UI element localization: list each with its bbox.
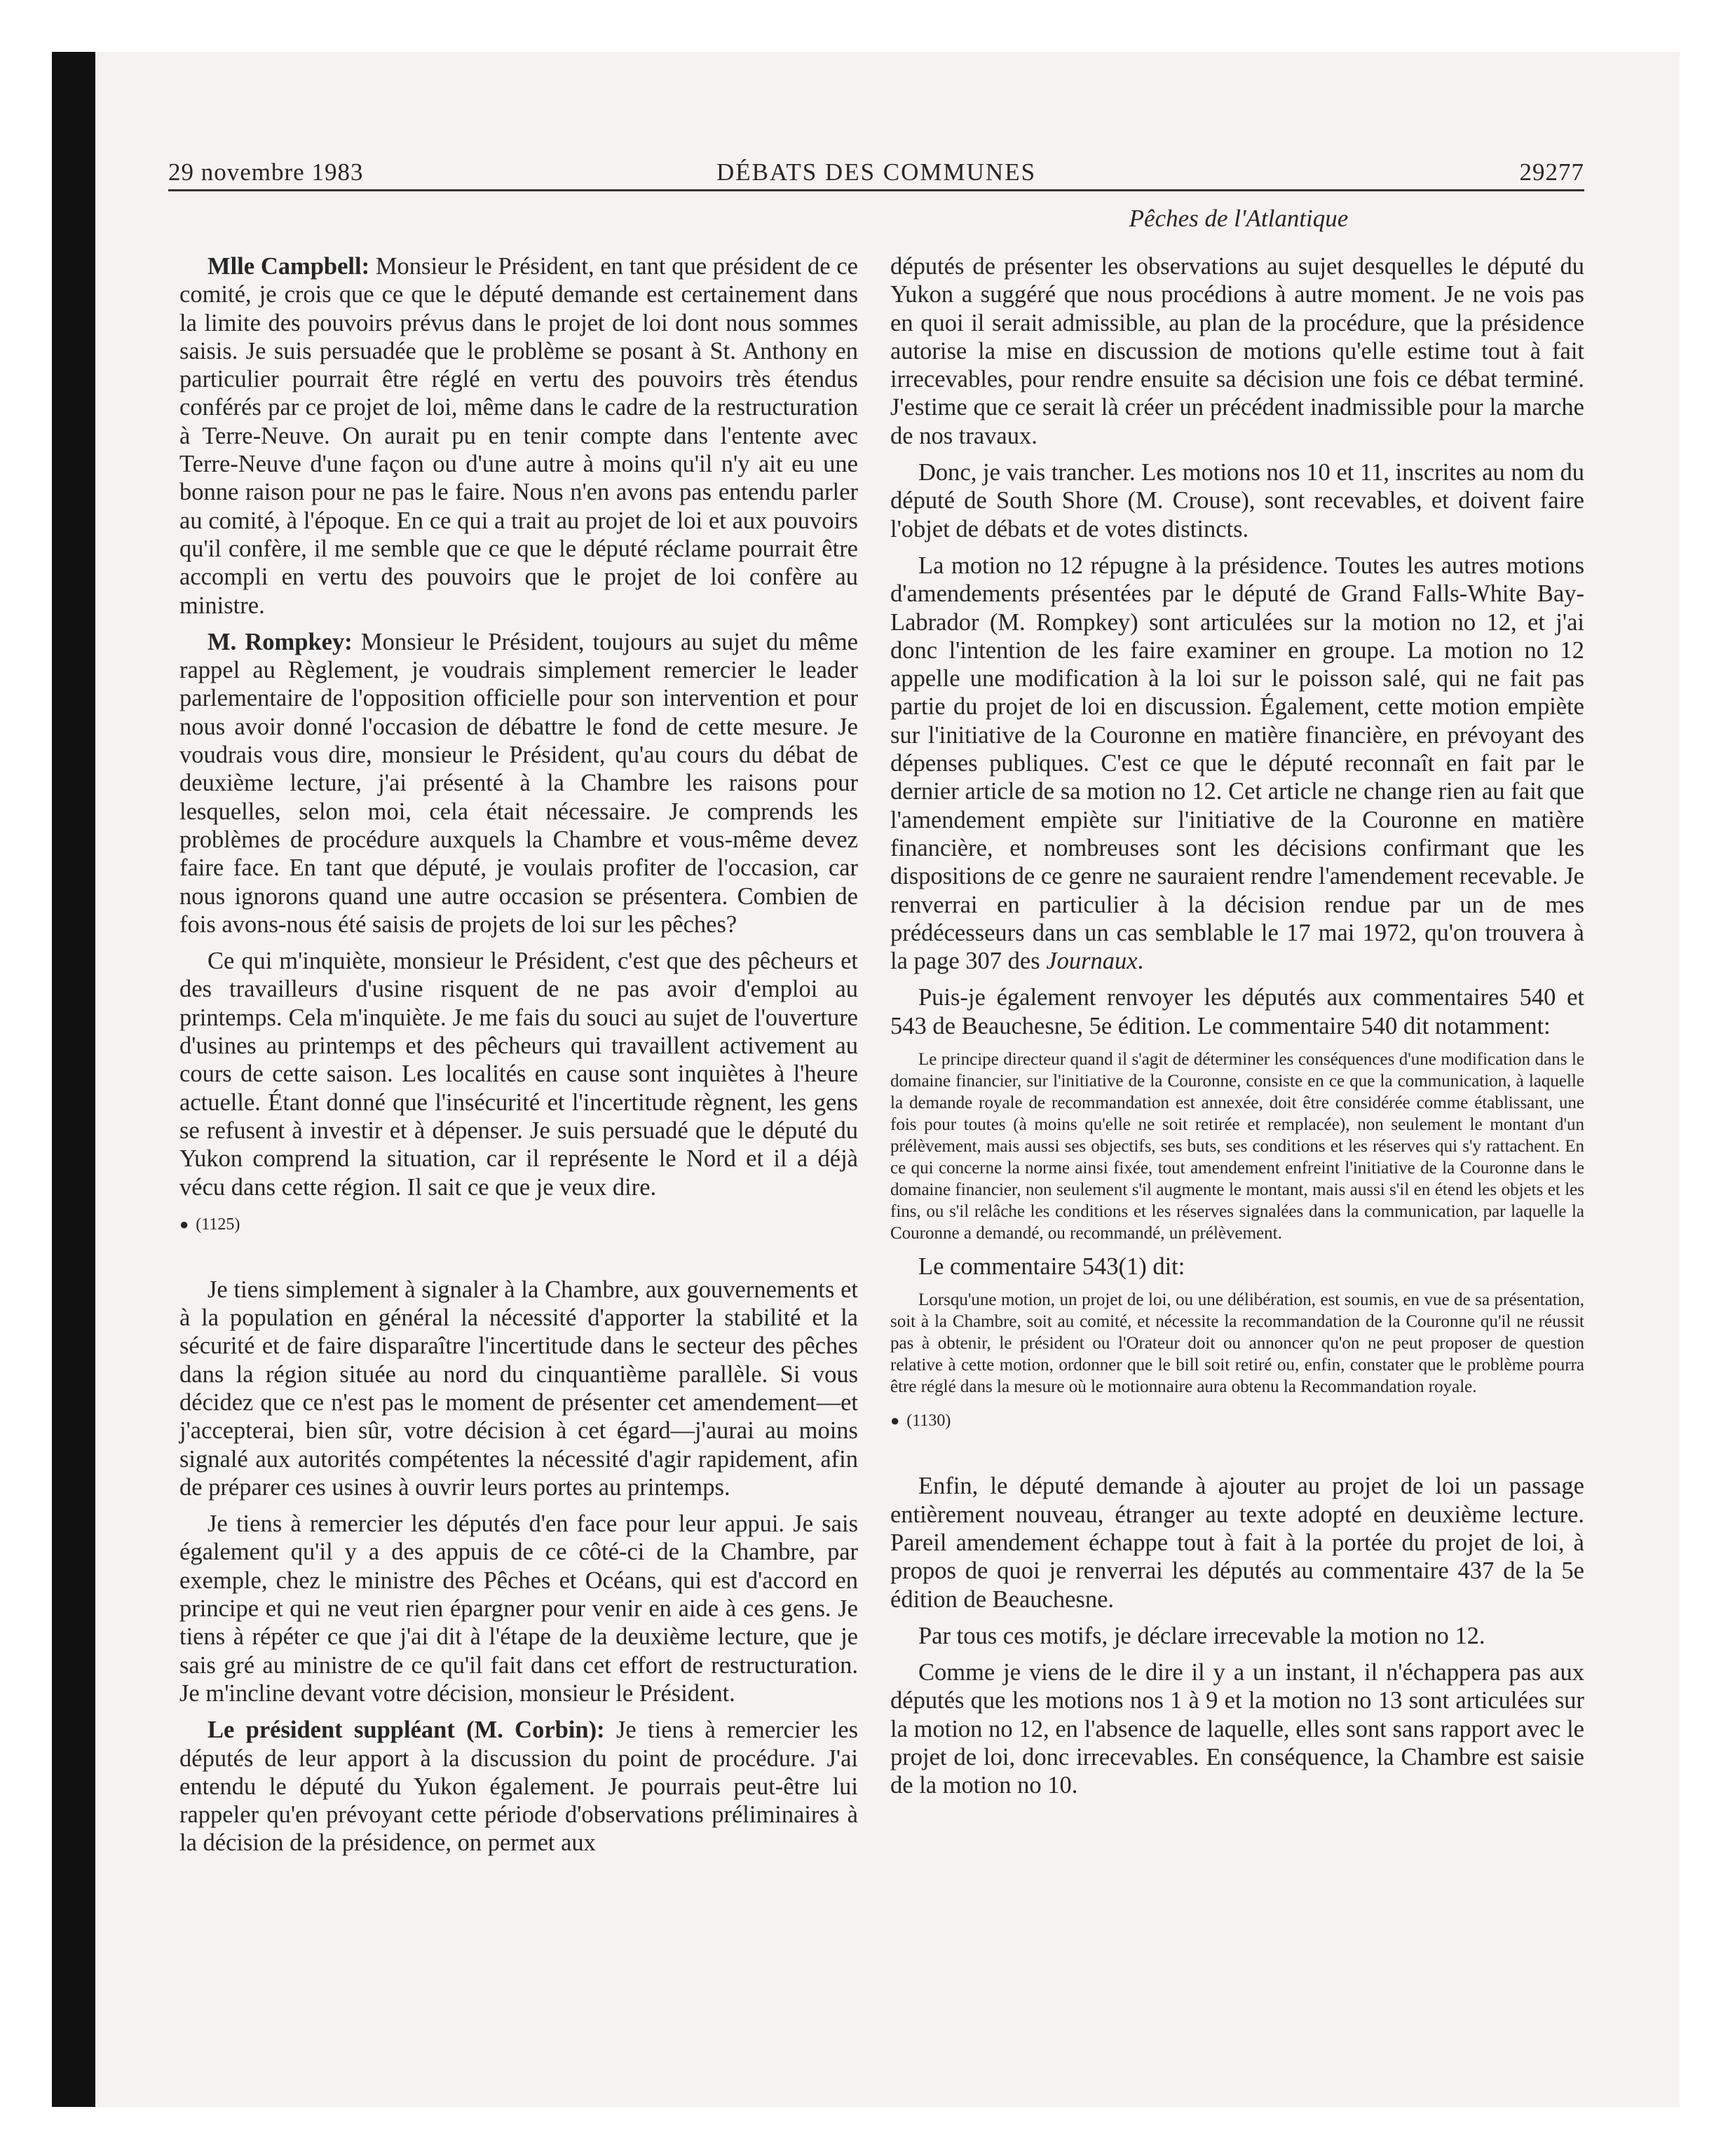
time-marker-text: (1125) [196,1215,240,1234]
paragraph: Donc, je vais trancher. Les motions nos 10 et 11, inscrites au nom du député de South Shore (M. Crouse), sont recevables, et doivent faire l'objet de débats et de votes distincts. [890,459,1584,543]
page-header [168,156,1584,191]
time-marker [890,1410,1584,1431]
paragraph: Enfin, le député demande à ajouter au projet de loi un passage entièrement nouveau, étranger au texte adopté en deuxième lecture. Pareil amendement échappe tout à fait à la portée du projet de loi, à propos de quoi je renverrai les députés au commentaire 437 de la 5e édition de Beauchesne. [890,1473,1584,1613]
paragraph [179,252,858,620]
bullet-icon: ● [890,1412,900,1430]
block-quote: Le principe directeur quand il s'agit de déterminer les conséquences d'une modification dans le domaine financier, sur l'initiative de la Couronne, consiste en ce que la communication, à laquelle la demande royale de recommandation est annexée, doit être considérée comme établissant, une fois pour toutes (à moins qu'elle ne soit retirée et remplacée), non seulement le montant d'un prélèvement, mais aussi ses objectifs, ses buts, ses conditions et les réserves qui s'y rattachent. En ce qui concerne la norme ainsi fixée, tout amendement enfreint l'initiative de la Couronne dans le domaine financier, non seulement s'il augmente le montant, mais aussi s'il en étend les objets et les fins, ou s'il relâche les conditions et les réserves signalées dans la communication, par laquelle la Couronne a demandé, ou recommandé, un prélèvement. [890,1050,1584,1243]
journal-title: Journaux [1046,948,1138,975]
paragraph: Je tiens à remercier les députés d'en face pour leur appui. Je sais également qu'il y a des appuis de ce côté-ci de la Chambre, par exemple, chez le ministre des Pêches et Océans, qui est d'accord en principe et qui ne veut rien épargner pour venir en aide à ces gens. Je tiens à répéter ce que j'ai dit à l'étape de la deuxième lecture, que je sais gré au ministre de ce qu'il fait dans cet effort de restructuration. Je m'incline devant votre décision, monsieur le Président. [179,1510,858,1707]
scan-left-border [52,52,95,2107]
header-page-number: 29277 [1519,158,1584,186]
bullet-icon: ● [179,1215,189,1233]
paragraph: Puis-je également renvoyer les députés aux commentaires 540 et 543 de Beauchesne, 5e édition. Le commentaire 540 dit notamment: [890,984,1584,1039]
paragraph [179,1716,858,1857]
paragraph: Comme je viens de le dire il y a un instant, il n'échappera pas aux députés que les motions nos 1 à 9 et la motion no 13 sont articulées sur la motion no 12, en l'absence de laquelle, elles sont sans rapport avec le projet de loi, donc irrecevables. En conséquence, la Chambre est saisie de la motion no 10. [890,1659,1584,1799]
speaker-name: Le président suppléant (M. Corbin): [207,1717,605,1744]
paragraph: Je tiens simplement à signaler à la Chambre, aux gouvernements et à la population en général la nécessité d'apporter la stabilité et la sécurité et de faire disparaître l'incertitude dans le secteur des pêches dans la région située au nord du cinquantième parallèle. Si vous décidez que ce n'est pas le moment de présenter cet amendement—et j'accepterai, bien sûr, votre décision à cet égard—j'aurai au moins signalé aux autorités compétentes la nécessité d'agir rapidement, afin de préparer ces usines à ouvrir leurs portes au printemps. [179,1276,858,1501]
speech-text: Je tiens à remercier les députés de leur apport à la discussion du point de procédure. J'ai entendu le député du Yukon également. Je pourrais peut-être lui rappeler qu'en prévoyant cette période d'observations préliminaires à la décision de la présidence, on permet aux [179,1717,858,1857]
paragraph: Ce qui m'inquiète, monsieur le Président, c'est que des pêcheurs et des travailleurs d'usine risquent de ne pas avoir d'emploi au printemps. Cela m'inquiète. Je me fais du souci au sujet de l'ouverture d'usines au printemps et des pêcheurs qui travaillent activement au cours de cette saison. Les localités en cause sont inquiètes à l'heure actuelle. Étant donné que l'insécurité et l'incertitude règnent, les gens se refusent à investir et à dépenser. Je suis persuadé que le député du Yukon comprend la situation, car il représente le Nord et il a déjà vécu dans cette région. Il sait ce que je veux dire. [179,948,858,1201]
time-marker [179,1214,858,1235]
paragraph [179,628,858,939]
left-column [179,252,858,1866]
speaker-name: M. Rompkey: [207,628,353,655]
right-column [890,252,1584,1808]
speech-text: Monsieur le Président, toujours au sujet du même rappel au Règlement, je voudrais simplement remercier le leader parlementaire de l'opposition officielle pour son intervention et pour nous avoir donné l'occasion de débattre le fond de cette mesure. Je voudrais vous dire, monsieur le Président, qu'au cours du débat de deuxième lecture, j'ai présenté à la Chambre les raisons pour lesquelles, selon moi, cela était nécessaire. Je comprends les problèmes de procédure auxquels la Chambre et vous-même devez faire face. En tant que député, je voulais profiter de l'occasion, car nous ignorons quand une autre occasion se présentera. Combien de fois avons-nous été saisis de projets de loi sur les pêches? [179,628,858,938]
paragraph: Par tous ces motifs, je déclare irrecevable la motion no 12. [918,1622,1485,1649]
speech-text: Monsieur le Président, en tant que président de ce comité, je crois que ce que le député demande est certainement dans la limite des pouvoirs prévus dans le projet de loi dont nous sommes saisis. Je suis persuadée que le problème se posant à St. Anthony en particulier pourrait être réglé en vertu des pouvoirs très étendus conférés par ce projet de loi, même dans le cadre de la restructuration à Terre-Neuve. On aurait pu en tenir compte dans l'entente avec Terre-Neuve d'une façon ou d'une autre à moins qu'il n'y ait eu une bonne raison pour ne pas le faire. Nous n'en avons pas entendu parler au comité, à l'époque. En ce qui a trait au projet de loi et aux pouvoirs qu'il confère, il me semble que ce que le député réclame pourrait être accompli en vertu des pouvoirs que le projet de loi confère au ministre. [179,253,858,619]
time-marker-text: (1130) [906,1412,951,1431]
block-quote: Lorsqu'une motion, un projet de loi, ou une délibération, est soumis, en vue de sa présentation, soit à la Chambre, soit au comité, et nécessite la recommandation de la Couronne qu'il ne réussit pas à obtenir, le président ou l'Orateur doit ou annoncer qu'on ne peut proposer de question relative à cette motion, ordonner que le bill soit retiré ou, enfin, constater que le problème pourra être réglé dans la mesure où le motionnaire aura obtenu la Recommandation royale. [890,1290,1584,1397]
header-title: DÉBATS DES COMMUNES [716,158,1037,186]
paragraph-text: La motion no 12 répugne à la présidence. Toutes les autres motions d'amendements présentées par le député de Grand Falls-White Bay-Labrador (M. Rompkey) sont articulées sur la motion no 12, et j'ai donc l'intention de les faire examiner en groupe. La motion no 12 appelle une modification à la loi sur le poisson salé, qui ne fait pas partie du projet de loi en discussion. Également, cette motion empiète sur l'initiative de la Couronne en matière financière, en prévoyant des dépenses publiques. C'est ce que le député reconnaît en fait par le dernier article de sa motion no 12. Cet article ne change rien au fait que l'amendement empiète sur l'initiative de la Couronne en matière financière, et nombreuses sont les décisions confirmant que les dispositions de ce genre ne sauraient rendre l'amendement recevable. Je renverrai en particulier à la décision rendue par un de mes prédécesseurs dans un cas semblable le 17 mai 1972, qu'on trouvera à la page 307 des [890,552,1584,975]
paragraph: députés de présenter les observations au sujet desquelles le député du Yukon a suggéré que nous procédions à autre moment. Je ne vois pas en quoi il serait admissible, au plan de la procédure, que la présidence autorise la mise en discussion de motions qu'elle estime tout à fait irrecevables, pour rendre ensuite sa décision une fois ce débat terminé. J'estime que ce serait là créer un précédent inadmissible pour la marche de nos travaux. [890,253,1584,449]
header-date: 29 novembre 1983 [168,158,364,186]
section-title: Pêches de l'Atlantique [1129,205,1349,232]
speaker-name: Mlle Campbell: [207,253,370,280]
paragraph: Le commentaire 543(1) dit: [918,1253,1185,1281]
paragraph-end: . [1137,948,1144,975]
paragraph [890,552,1584,975]
